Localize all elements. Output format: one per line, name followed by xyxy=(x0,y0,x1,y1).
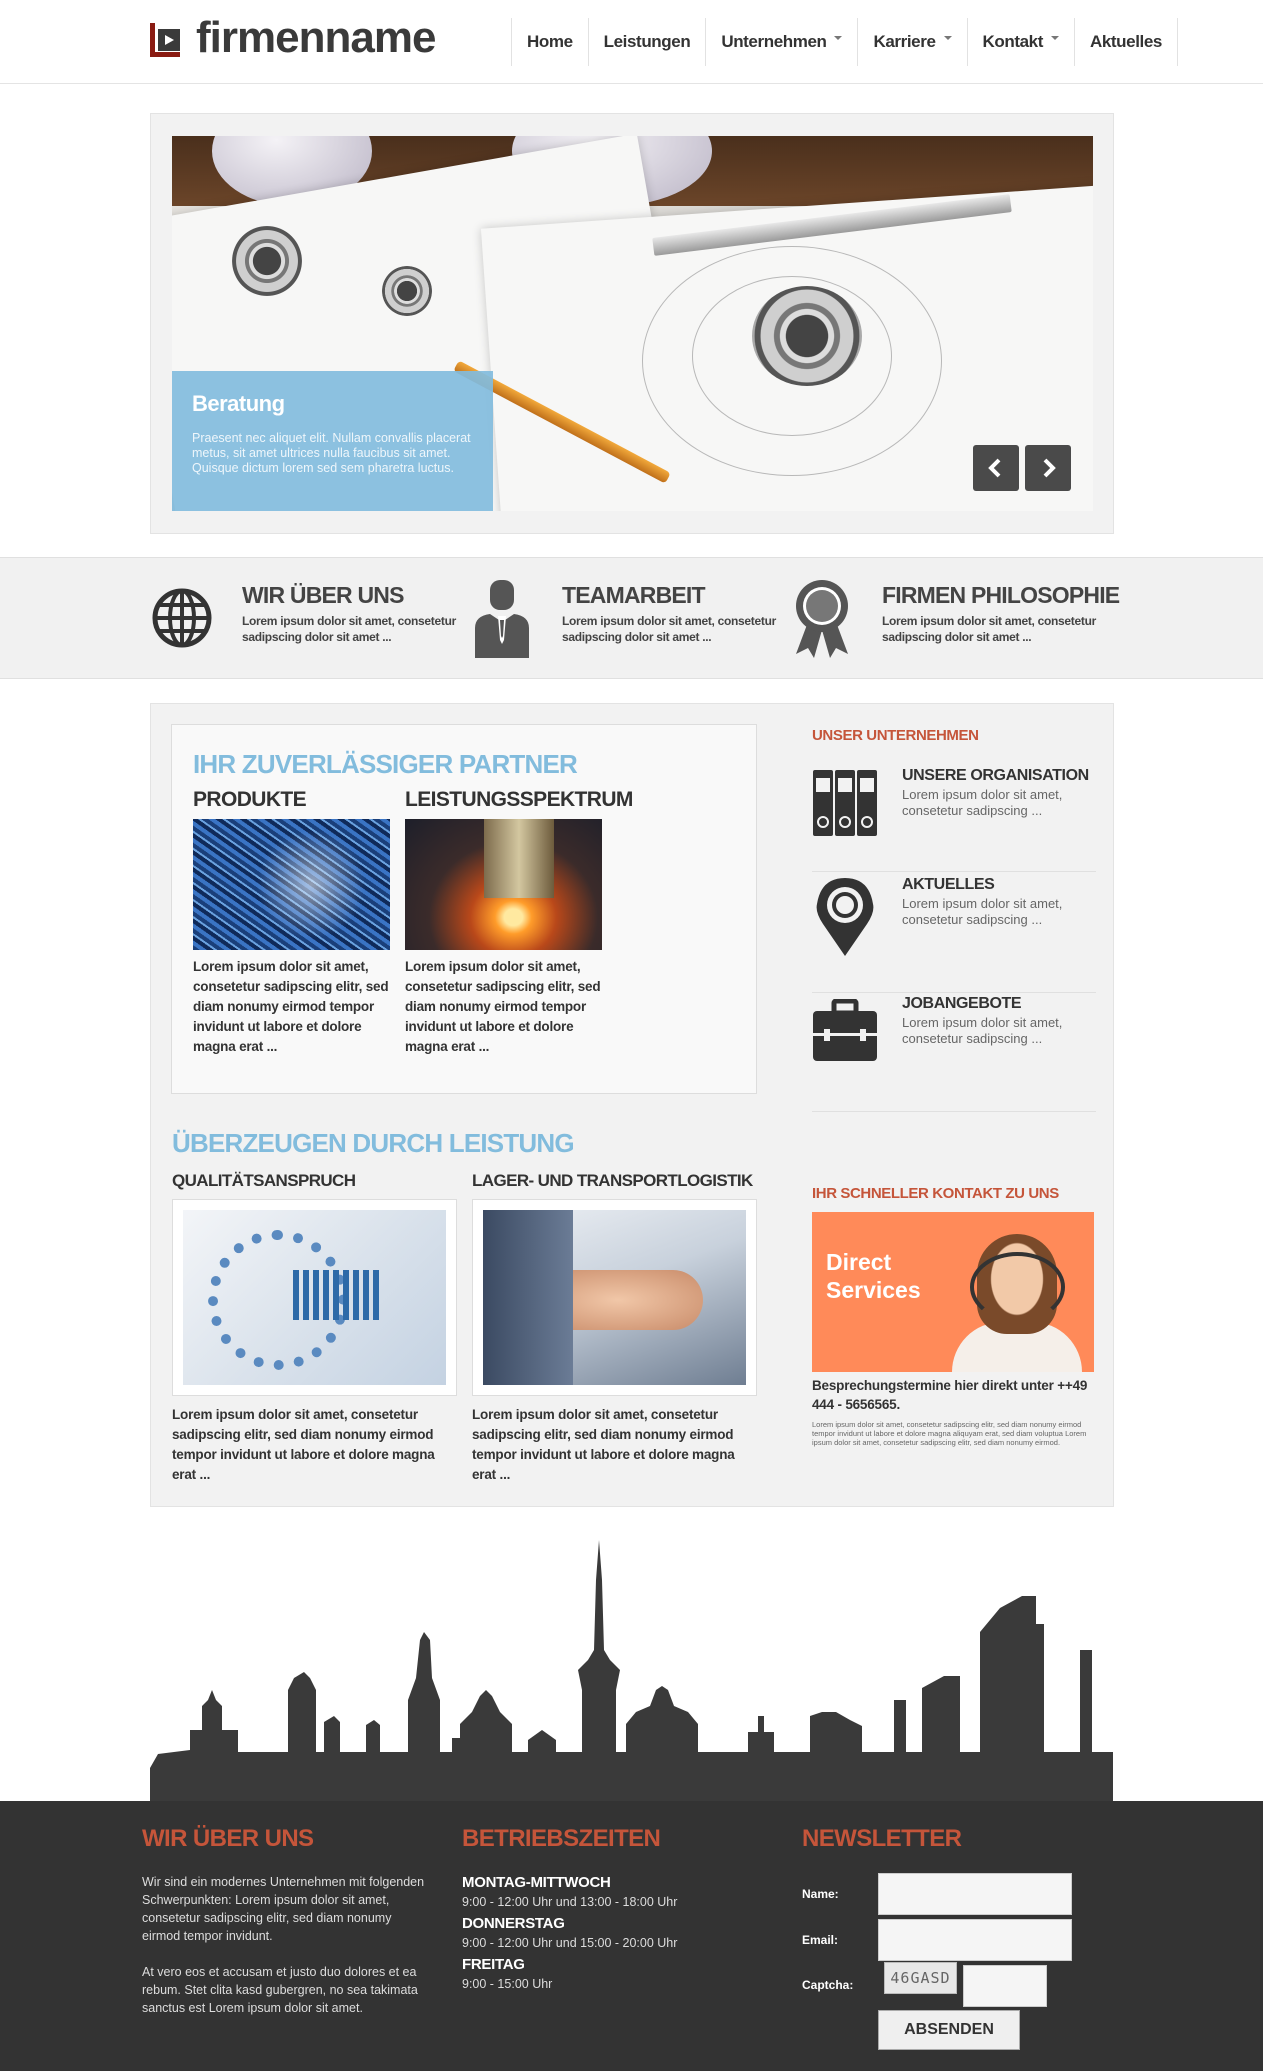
slider-next-button[interactable] xyxy=(1025,445,1071,491)
nav-home[interactable] xyxy=(511,18,588,66)
slide-caption xyxy=(172,371,493,511)
captcha-input[interactable] xyxy=(963,1965,1047,2007)
banner-text xyxy=(826,1248,921,1304)
award-icon xyxy=(790,576,854,660)
partner-box xyxy=(171,724,757,1094)
nav-label: Kontakt xyxy=(982,32,1043,51)
sidebar-heading: UNSER UNTERNEHMEN xyxy=(812,727,979,744)
feature-text: Lorem ipsum dolor sit amet, consetetur sadipscing dolor sit amet ... xyxy=(882,614,1096,644)
nav-karriere[interactable] xyxy=(857,18,966,66)
produkte-text: Lorem ipsum dolor sit amet, consetetur sadipscing elitr, sed diam nonumy eirmod tempor invidunt ut labore et dolore magna erat ... xyxy=(193,959,389,1054)
berlin-skyline-graphic xyxy=(150,1540,1113,1802)
sidebar-item-text: Lorem ipsum dolor sit amet, consetetur sadipscing ... xyxy=(902,1015,1063,1046)
sidebar-item-title: UNSERE ORGANISATION xyxy=(902,767,1089,784)
footer-about-text: At vero eos et accusam et justo duo dolores et ea rebum. Stet clita kasd gubergren, no sea takimata sanctus est Lorem ipsum dolor sit amet. xyxy=(142,1965,418,2015)
leistungsspektrum-image[interactable] xyxy=(405,819,602,950)
slide-caption-title: Beratung xyxy=(192,391,285,416)
hours-time: 9:00 - 15:00 Uhr xyxy=(462,1977,553,1991)
map-pin-icon xyxy=(812,876,878,958)
banner-text-line: Services xyxy=(826,1277,921,1303)
feature-title: WIR ÜBER UNS xyxy=(242,582,404,608)
nav-label: Home xyxy=(527,32,573,51)
name-label: Name: xyxy=(802,1887,839,1901)
email-label: Email: xyxy=(802,1933,839,1947)
feature-teamarbeit[interactable] xyxy=(470,558,790,680)
hero-slider-frame xyxy=(150,113,1114,534)
captcha-image: 46GASD xyxy=(884,1962,957,1994)
chevron-left-icon xyxy=(984,456,1008,480)
logistik-title[interactable]: LAGER- UND TRANSPORTLOGISTIK xyxy=(472,1171,753,1190)
feature-title: FIRMEN PHILOSOPHIE xyxy=(882,582,1120,608)
leistungsspektrum-text: Lorem ipsum dolor sit amet, consetetur sadipscing elitr, sed diam nonumy eirmod tempor invidunt ut labore et dolore magna erat ... xyxy=(405,959,601,1054)
person-icon xyxy=(470,576,534,660)
nav-leistungen[interactable] xyxy=(588,18,706,66)
nav-label: Unternehmen xyxy=(721,32,827,51)
nav-label: Leistungen xyxy=(603,32,691,51)
logistik-text: Lorem ipsum dolor sit amet, consetetur sadipscing elitr, sed diam nonumy eirmod tempor invidunt ut labore et dolore magna erat ... xyxy=(472,1407,735,1482)
site-footer xyxy=(0,1801,1263,2071)
hero-slider xyxy=(172,136,1093,511)
contact-small-text: Lorem ipsum dolor sit amet, consetetur sadipscing elitr, sed diam nonumy eirmod tempor invidunt ut labore et dolore magna aliquyam erat, sed diam voluptua Lorem ipsum dolor sit amet, consetetur sadipscing elitr, sed diam nonumy eirmod. xyxy=(812,1420,1087,1447)
nav-label: Aktuelles xyxy=(1089,32,1162,51)
feature-firmen-philosophie[interactable] xyxy=(790,558,1120,680)
feature-text: Lorem ipsum dolor sit amet, consetetur sadipscing dolor sit amet ... xyxy=(562,614,776,644)
banner-text-line: Direct xyxy=(826,1249,892,1275)
sidebar-item-text: Lorem ipsum dolor sit amet, consetetur sadipscing ... xyxy=(902,896,1063,927)
hours-day: MONTAG-MITTWOCH xyxy=(462,1874,611,1891)
direct-services-banner[interactable] xyxy=(812,1212,1094,1372)
sidebar-item-title: AKTUELLES xyxy=(902,876,995,893)
logistik-image-frame xyxy=(472,1199,757,1396)
logo-icon xyxy=(150,19,188,57)
chevron-right-icon xyxy=(1036,456,1060,480)
name-input[interactable] xyxy=(878,1873,1072,1915)
main-content xyxy=(150,703,1114,1507)
produkte-image[interactable] xyxy=(193,819,390,950)
sidebar-item-organisation[interactable] xyxy=(812,767,1096,872)
sidebar-item-title: JOBANGEBOTE xyxy=(902,995,1022,1012)
feature-title: TEAMARBEIT xyxy=(562,582,705,608)
nav-aktuelles[interactable] xyxy=(1074,18,1178,66)
site-logo[interactable] xyxy=(150,13,436,62)
slide-caption-text: Praesent nec aliquet elit. Nullam convallis placerat metus, sit amet ultrices nulla faucibus sit amet. Quisque dictum lorem sed sem pharetra luctus. xyxy=(192,431,471,475)
caret-down-icon xyxy=(944,36,952,40)
captcha-label: Captcha: xyxy=(802,1978,854,1992)
qualitaet-title[interactable]: QUALITÄTSANSPRUCH xyxy=(172,1171,356,1190)
briefcase-icon xyxy=(812,995,878,1067)
footer-hours-heading: BETRIEBSZEITEN xyxy=(462,1825,661,1852)
features-bar xyxy=(0,557,1263,679)
slide-image-bearing xyxy=(752,286,862,386)
produkte-title[interactable]: PRODUKTE xyxy=(193,788,307,811)
hours-day: DONNERSTAG xyxy=(462,1915,565,1932)
slide-image-bearing xyxy=(382,266,432,316)
nav-label: Karriere xyxy=(873,32,936,51)
globe-icon xyxy=(150,576,214,660)
sidebar-item-aktuelles[interactable] xyxy=(812,876,1096,993)
slider-prev-button[interactable] xyxy=(973,445,1019,491)
caret-down-icon xyxy=(1051,36,1059,40)
headset-icon xyxy=(970,1252,1065,1322)
feature-wir-ueber-uns[interactable] xyxy=(150,558,470,680)
feature-text: Lorem ipsum dolor sit amet, consetetur sadipscing dolor sit amet ... xyxy=(242,614,456,644)
contact-text: Besprechungstermine hier direkt unter ++49 444 - 5656565. xyxy=(812,1378,1088,1412)
qualitaet-image-frame xyxy=(172,1199,457,1396)
sidebar-item-jobangebote[interactable] xyxy=(812,995,1096,1112)
site-header xyxy=(0,0,1263,84)
sidebar-item-text: Lorem ipsum dolor sit amet, consetetur sadipscing ... xyxy=(902,787,1063,818)
submit-button[interactable]: ABSENDEN xyxy=(878,2010,1020,2050)
logistik-image[interactable] xyxy=(483,1210,746,1385)
qualitaet-image[interactable] xyxy=(183,1210,446,1385)
email-input[interactable] xyxy=(878,1919,1072,1961)
leistung-heading: ÜBERZEUGEN DURCH LEISTUNG xyxy=(172,1128,574,1158)
slide-image-bearing xyxy=(232,226,302,296)
footer-about-text: Wir sind ein modernes Unternehmen mit folgenden Schwerpunkten: Lorem ipsum dolor sit amet, consetetur sadipscing elitr, sed diam nonumy eirmod tempor invidunt. xyxy=(142,1875,425,1943)
footer-about-heading: WIR ÜBER UNS xyxy=(142,1825,314,1852)
binders-icon xyxy=(812,767,878,839)
main-nav xyxy=(511,18,1178,66)
leistungsspektrum-title[interactable]: LEISTUNGSSPEKTRUM xyxy=(405,788,633,811)
contact-heading: IHR SCHNELLER KONTAKT ZU UNS xyxy=(812,1185,1059,1202)
nav-unternehmen[interactable] xyxy=(705,18,857,66)
qualitaet-text: Lorem ipsum dolor sit amet, consetetur sadipscing elitr, sed diam nonumy eirmod tempor invidunt ut labore et dolore magna erat ... xyxy=(172,1407,435,1482)
hours-time: 9:00 - 12:00 Uhr und 15:00 - 20:00 Uhr xyxy=(462,1936,678,1950)
hours-day: FREITAG xyxy=(462,1956,525,1973)
hours-time: 9:00 - 12:00 Uhr und 13:00 - 18:00 Uhr xyxy=(462,1895,678,1909)
caret-down-icon xyxy=(834,36,842,40)
nav-kontakt[interactable] xyxy=(967,18,1074,66)
footer-newsletter-heading: NEWSLETTER xyxy=(802,1825,962,1852)
logo-text: firmenname xyxy=(196,13,436,62)
partner-heading: IHR ZUVERLÄSSIGER PARTNER xyxy=(193,749,577,779)
